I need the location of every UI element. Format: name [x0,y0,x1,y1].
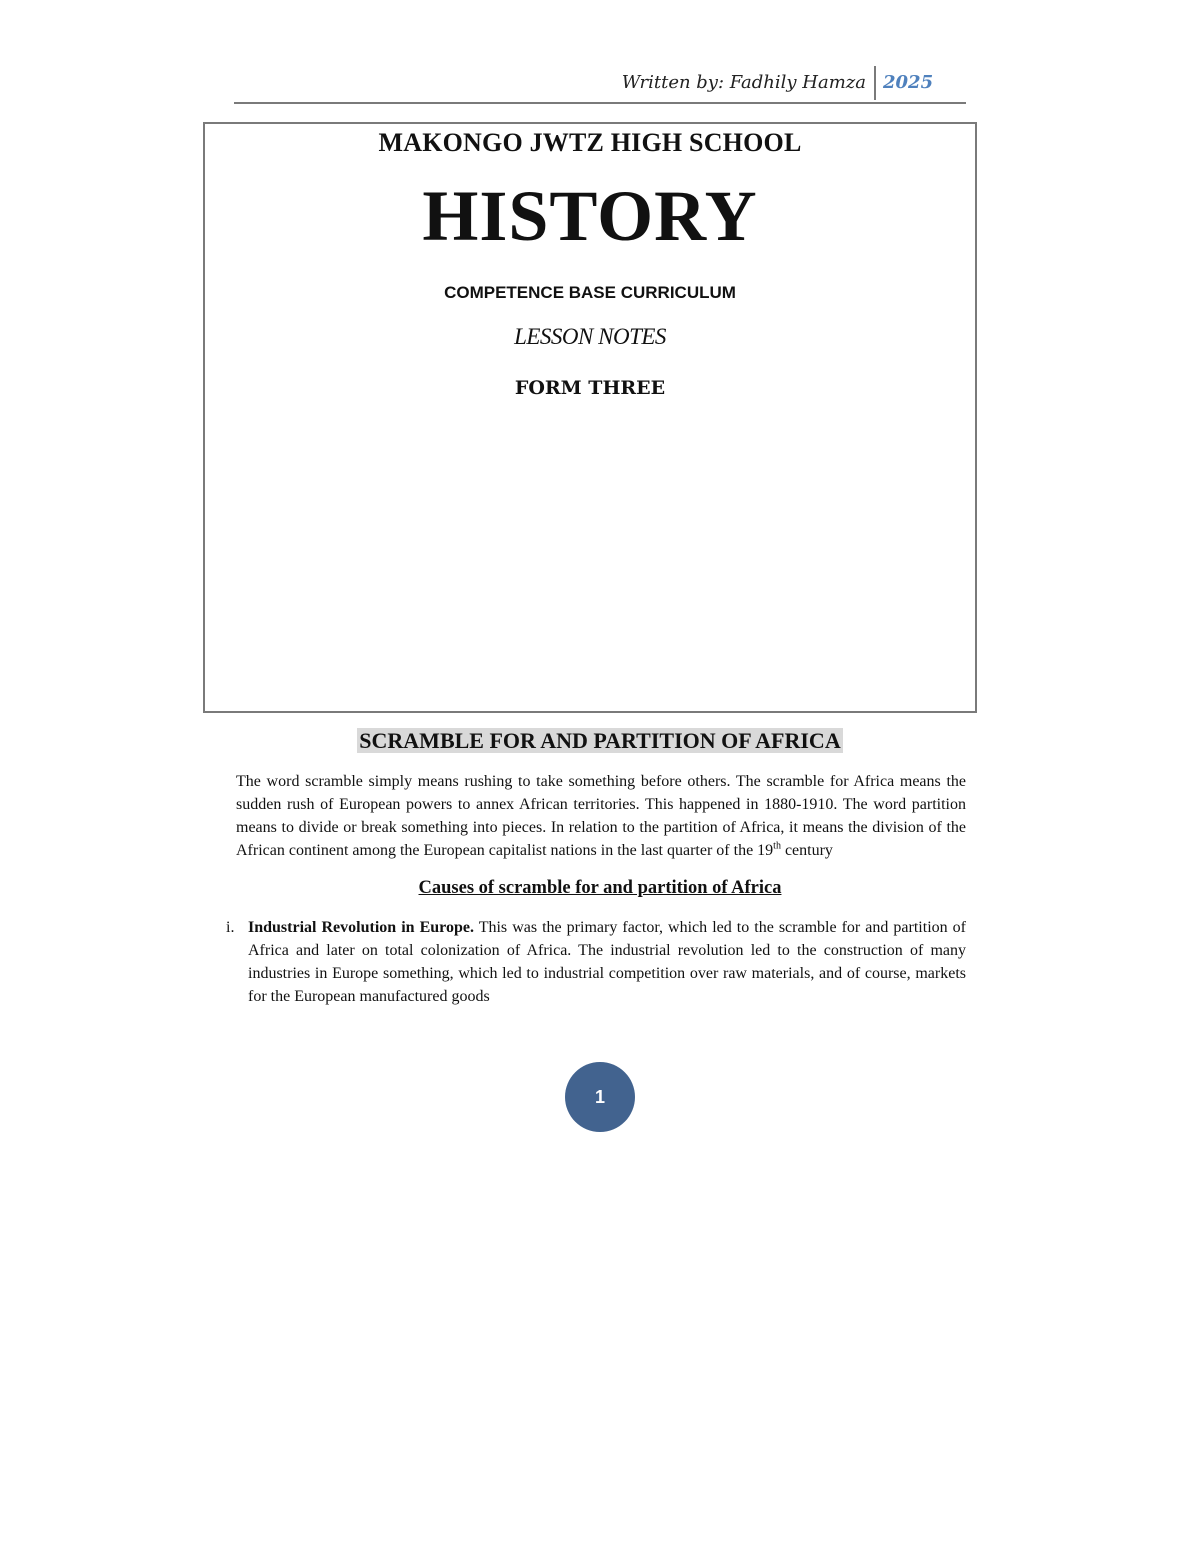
page-number: 1 [594,1086,605,1107]
page-header [234,64,966,104]
school-name: MAKONGO JWTZ HIGH SCHOOL [378,128,802,157]
subject-title: HISTORY [422,176,758,256]
list-item-body [226,916,966,1008]
list-item-heading: Industrial Revolution in Europe. [248,919,474,936]
header-divider [874,66,876,100]
intro-text: The word scramble simply means rushing to take something before others. The scramble for Africa means the sudden rush of European powers to annex African territories. This happened in 1880-1910. The word partition means to divide or break something into pieces. In relation to the partition of Africa, it means the division of the African continent among the European capitalist nations in the last quarter of the 19 [236,773,966,859]
curriculum-label: COMPETENCE BASE CURRICULUM [444,283,736,302]
header-year: 2025 [883,72,934,93]
list-item [226,916,966,1008]
page-number-badge [565,1062,635,1132]
intro-paragraph [236,770,966,862]
lesson-notes-label: LESSON NOTES [514,324,666,349]
cover-box [203,122,977,713]
section-title [0,728,1200,754]
list-item-text: This was the primary factor, which led to the scramble for and partition of Africa and later on total colonization of Africa. The industrial revolution led to the construction of many industries in Europe something, which led to industrial competition over raw materials, and of course, markets for the European manufactured goods [248,919,966,1005]
list-item-number: i. [226,919,235,936]
intro-superscript: th [773,840,781,852]
header-author: Written by: Fadhily Hamza [621,72,866,93]
form-label: FORM THREE [514,377,666,399]
section-title-text: SCRAMBLE FOR AND PARTITION OF AFRICA [359,728,841,753]
causes-heading: Causes of scramble for and partition of Africa [418,878,782,898]
intro-text-end: century [780,842,833,859]
